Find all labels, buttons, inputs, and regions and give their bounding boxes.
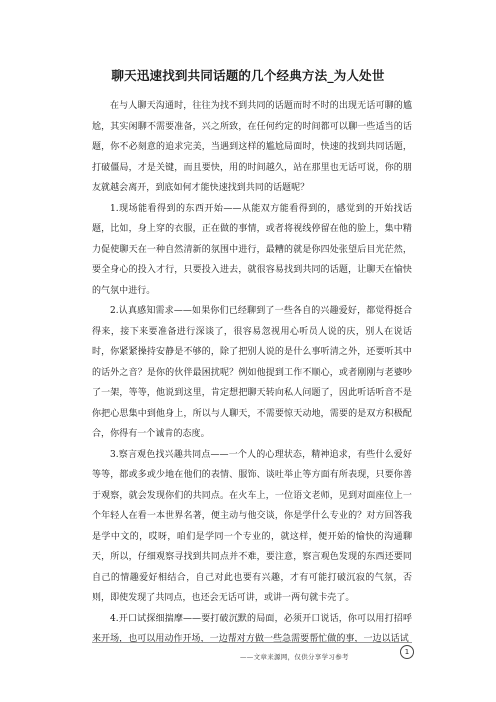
paragraph-3: 3.察言观色找兴趣共同点——一个人的心理状态，精神追求，有些什么爱好等等，都或多或少地在他们的表情、服饰、谈吐举止等方面有所表现，只要你善于观察，就会发现你们的共同点。在火车上，一位语文老师，见到对面座位上一个年轻人在看一本世界名著，便主动与他交谈，你是学什么专业的？对方回答我是学中文的，哎呀，咱们是学同一个专业的，就这样，便开始的愉快的沟通聊天，所以，仔细观察寻找到共同点并不难，要注意，察言观色发现的东西还要同自己的情趣爱好相结合，自己对此也要有兴趣，才有可能打破沉寂的气氛，否则，即使发现了共同点，也还会无话可讲，或讲一两句就卡壳了。 (92, 449, 412, 603)
page-title: 聊天迅速找到共同话题的几个经典方法_为人处世 (111, 68, 385, 83)
footer-caption: ——文章来源网，仅供分享学习参考 (240, 653, 349, 661)
paragraph-4: 4.开口试探细揣摩——要打破沉默的局面，必须开口说话，你可以用打招呼来开场，也可以用动作开场，一边帮对方做一些急需要帮忙做的事，一边以话试 (92, 613, 412, 644)
page-number-badge: 1 (400, 645, 414, 659)
paragraph-1: 1.现场能看得到的东西开始——从能双方能看得到的，感觉到的开始找话题，比如，身上穿的衣服，正在做的事情，或者将视线停留在他的脸上，集中精力促使聊天在一种自然清新的氛围中进行，最糟的就是你四处张望后目光茫然，要全身心的投入才行，只要投入进去，就很容易找到共同的话题，让聊天在愉快的气氛中进行。 (92, 203, 412, 296)
paragraph-intro: 在与人聊天沟通时，往往为找不到共同的话题而时不时的出现无话可聊的尴尬，其实闲聊不需要准备，兴之所致，在任何约定的时间都可以聊一些适当的话题，你不必刻意的追求完美，当遇到这样的尴尬局面时，快速的找到共同话题，打破僵局，才是关键，而且要快，用的时间越久，站在那里也无话可说，你的朋友就越会离开，到底如何才能快速找到共同的话题呢？ (92, 101, 412, 193)
article-body (92, 96, 412, 650)
paragraph-2: 2.认真感知需求——如果你们已经聊到了一些各自的兴趣爱好，都觉得挺合得来，接下来要准备进行深谈了，很容易忽视用心听员人说的庆，别人在说话时，你紧紧操持安静是不够的，除了把别人说的是什么事听清之外，还要听其中的话外之音？是你的伙伴最困扰呢？例如他提到工作不顺心，或者刚刚与老婆吵了一架，等等，他说到这里，肯定想把聊天转向私人问题了，因此听话听音不是你把心思集中到他身上，所以与人聊天，不需要惊天动地，需要的是双方积极配合，你得有一个诚肯的态度。 (92, 306, 412, 439)
